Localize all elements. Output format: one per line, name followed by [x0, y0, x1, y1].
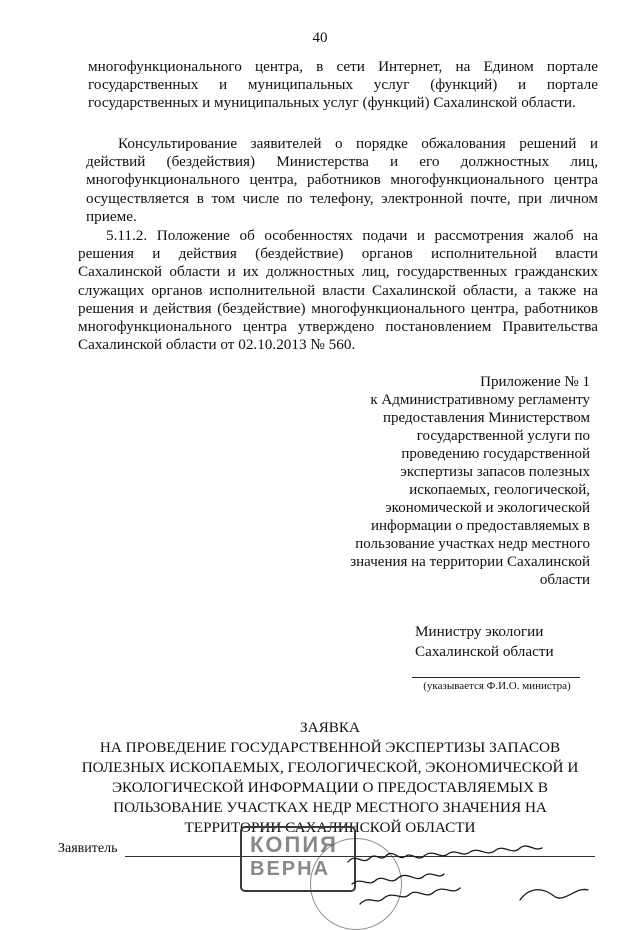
appendix-line: пользование участках недр местного — [355, 536, 590, 552]
appendix-line: Приложение № 1 — [480, 374, 590, 390]
title-line: ТЕРРИТОРИИ САХАЛИНСКОЙ ОБЛАСТИ — [184, 819, 476, 836]
minister-name-caption: (указывается Ф.И.О. министра) — [423, 680, 571, 692]
title-line: ЭКОЛОГИЧЕСКОЙ ИНФОРМАЦИИ О ПРЕДОСТАВЛЯЕМЫХ В — [112, 779, 548, 796]
page-number: 40 — [312, 30, 328, 46]
paragraph-continuation: многофункционального центра, в сети Интернет, на Едином портале государственных и муниципальных услуг (функций) и портале государственных и муниципальных услуг (функций) Сахалинской области. — [88, 58, 598, 112]
appendix-line: проведению государственной — [401, 446, 590, 462]
appendix-line: значения на территории Сахалинской — [350, 554, 590, 570]
title-line: ПОЛЬЗОВАНИЕ УЧАСТКАХ НЕДР МЕСТНОГО ЗНАЧЕНИЯ НА — [113, 799, 547, 816]
appendix-line: предоставления Министерством — [383, 410, 590, 426]
appendix-line: ископаемых, геологической, — [409, 482, 590, 498]
appendix-line: области — [539, 572, 590, 588]
addressee-line1: Министру экологии — [415, 623, 544, 640]
appendix-line: экспертизы запасов полезных — [400, 464, 590, 480]
paragraph-consultation: Консультирование заявителей о порядке обжалования решений и действий (бездействия) Министерства и его должностных лиц, многофункционального центра, работников многофункционального центра осуществляется в том числе по телефону, электронной почте, при личном приеме. — [86, 135, 598, 225]
appendix-line: информации о предоставляемых в — [370, 518, 590, 534]
stamp-text-line1: КОПИЯ — [250, 832, 338, 857]
appendix-line: экономической и экологической — [385, 500, 590, 516]
title-line: ПОЛЕЗНЫХ ИСКОПАЕМЫХ, ГЕОЛОГИЧЕСКОЙ, ЭКОНОМИЧЕСКОЙ И — [81, 759, 579, 776]
appendix-line: государственной услуги по — [416, 428, 590, 444]
paragraph-5-11-2: 5.11.2. Положение об особенностях подачи и рассмотрения жалоб на решения и действия (бездействие) органов исполнительной власти Сахалинской области и их должностных лиц, государственных гражданских служащих органов исполнительной власти Сахалинской области, а также на решения и действия (бездействие) многофункционального центра, работников многофункционального центра утверждено постановлением Правительства Сахалинской области от 02.10.2013 № 560. — [78, 227, 598, 354]
appendix-line: к Административному регламенту — [370, 392, 590, 408]
title-line: НА ПРОВЕДЕНИЕ ГОСУДАРСТВЕННОЙ ЭКСПЕРТИЗЫ ЗАПАСОВ — [99, 739, 561, 756]
addressee-line2: Сахалинской области — [415, 643, 554, 660]
title-line: ЗАЯВКА — [300, 719, 360, 736]
applicant-label: Заявитель — [58, 841, 118, 856]
stamp-text-line2: ВЕРНА — [250, 858, 331, 880]
